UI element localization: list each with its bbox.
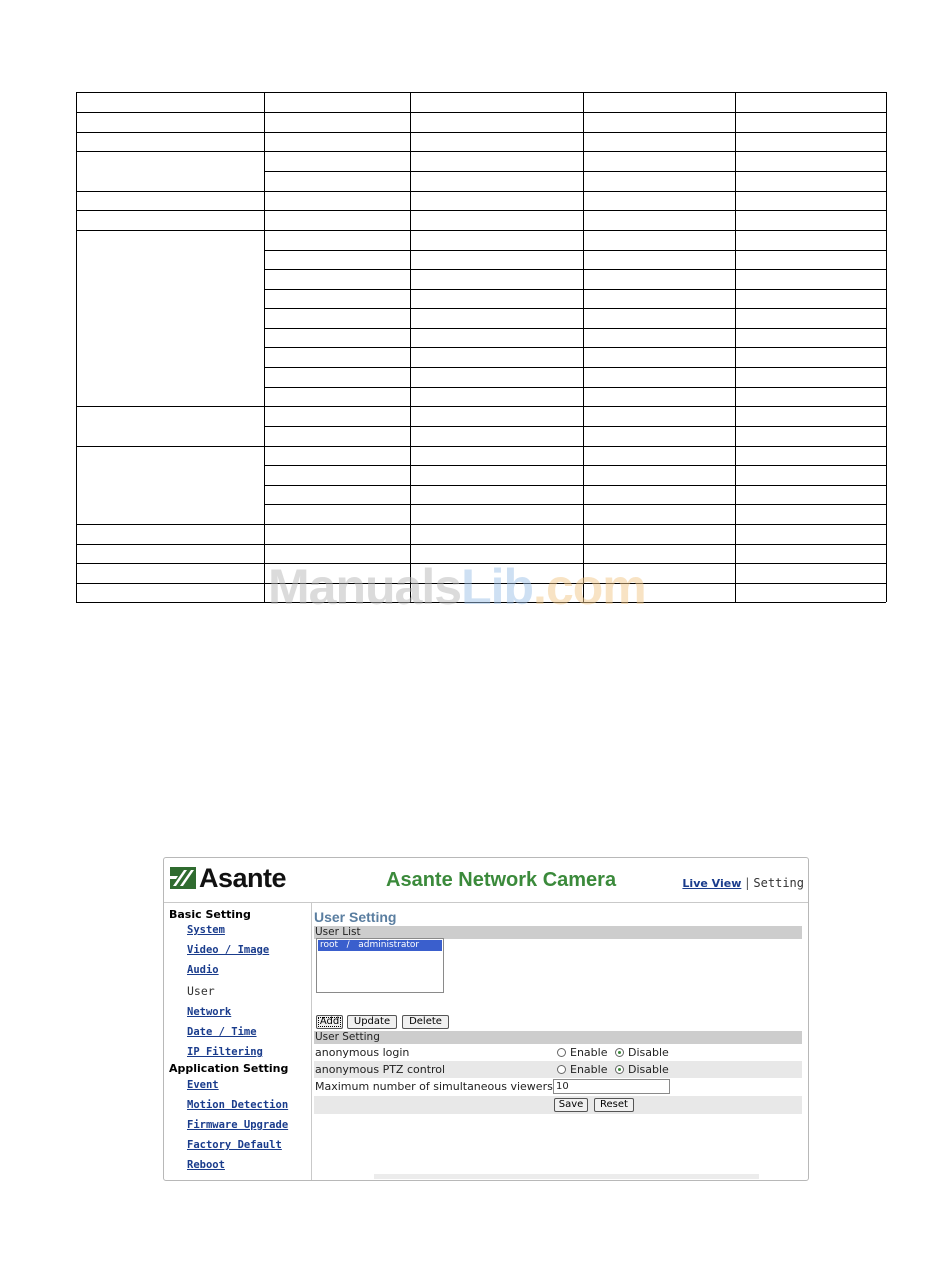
table-grid-lines bbox=[0, 0, 950, 620]
sidebar-item-date-time[interactable]: Date / Time bbox=[187, 1026, 257, 1038]
main-panel bbox=[314, 903, 804, 1180]
reset-button[interactable]: Reset bbox=[594, 1098, 634, 1112]
asante-logo-icon bbox=[170, 867, 196, 889]
watermark-part-3: .com bbox=[533, 559, 646, 615]
max-viewers-input[interactable]: 10 bbox=[553, 1079, 670, 1094]
anonymous-login-disable-radio[interactable] bbox=[615, 1048, 624, 1057]
sidebar-item-factory-default[interactable]: Factory Default bbox=[187, 1139, 282, 1151]
sidebar-item-ip-filtering[interactable]: IP Filtering bbox=[187, 1046, 263, 1058]
delete-button[interactable]: Delete bbox=[402, 1015, 449, 1029]
anonymous-ptz-disable-label: Disable bbox=[628, 1063, 669, 1076]
footer-strip bbox=[374, 1174, 759, 1179]
sidebar-item-reboot[interactable]: Reboot bbox=[187, 1159, 225, 1171]
watermark bbox=[268, 558, 646, 616]
setting-current: Setting bbox=[753, 876, 804, 890]
header bbox=[164, 858, 808, 903]
link-separator: | bbox=[745, 876, 750, 890]
form-actions-row bbox=[314, 1096, 802, 1114]
save-button[interactable]: Save bbox=[554, 1098, 588, 1112]
empty-specification-table bbox=[0, 0, 950, 620]
camera-settings-window bbox=[163, 857, 809, 1181]
user-list-header: User List bbox=[314, 926, 802, 939]
application-setting-heading: Application Setting bbox=[169, 1062, 289, 1075]
top-links bbox=[682, 876, 804, 890]
sidebar bbox=[164, 903, 312, 1180]
watermark-part-1: Manuals bbox=[268, 559, 462, 615]
anonymous-login-row bbox=[314, 1044, 802, 1061]
sidebar-item-motion-detection[interactable]: Motion Detection bbox=[187, 1099, 289, 1111]
sidebar-item-firmware-upgrade[interactable]: Firmware Upgrade bbox=[187, 1119, 289, 1131]
basic-setting-heading: Basic Setting bbox=[169, 908, 251, 921]
sidebar-item-system[interactable]: System bbox=[187, 924, 225, 936]
anonymous-ptz-row bbox=[314, 1061, 802, 1078]
anonymous-ptz-label: anonymous PTZ control bbox=[315, 1063, 446, 1076]
anonymous-login-label: anonymous login bbox=[315, 1046, 410, 1059]
sidebar-item-network[interactable]: Network bbox=[187, 1006, 232, 1018]
page-title: User Setting bbox=[314, 909, 397, 925]
sidebar-item-user[interactable]: User bbox=[187, 984, 215, 998]
watermark-part-2: Lib bbox=[461, 559, 534, 615]
anonymous-login-enable-radio[interactable] bbox=[557, 1048, 566, 1057]
anonymous-ptz-enable-radio[interactable] bbox=[557, 1065, 566, 1074]
anonymous-ptz-disable-radio[interactable] bbox=[615, 1065, 624, 1074]
max-viewers-label: Maximum number of simultaneous viewers bbox=[315, 1080, 553, 1093]
user-list-item[interactable]: root / administrator bbox=[318, 940, 442, 951]
user-setting-header: User Setting bbox=[314, 1031, 802, 1044]
anonymous-ptz-enable-label: Enable bbox=[570, 1063, 608, 1076]
live-view-link[interactable]: Live View bbox=[682, 877, 742, 890]
add-button[interactable]: Add bbox=[316, 1015, 343, 1029]
sidebar-item-event[interactable]: Event bbox=[187, 1079, 219, 1091]
update-button[interactable]: Update bbox=[347, 1015, 397, 1029]
anonymous-login-enable-label: Enable bbox=[570, 1046, 608, 1059]
app-title: Asante Network Camera bbox=[386, 869, 617, 891]
max-viewers-row bbox=[314, 1078, 802, 1095]
user-listbox[interactable] bbox=[316, 938, 444, 993]
anonymous-login-disable-label: Disable bbox=[628, 1046, 669, 1059]
sidebar-item-audio[interactable]: Audio bbox=[187, 964, 219, 976]
logo-text: Asante bbox=[199, 862, 287, 893]
sidebar-item-video-image[interactable]: Video / Image bbox=[187, 944, 270, 956]
brand-logo bbox=[170, 864, 286, 892]
